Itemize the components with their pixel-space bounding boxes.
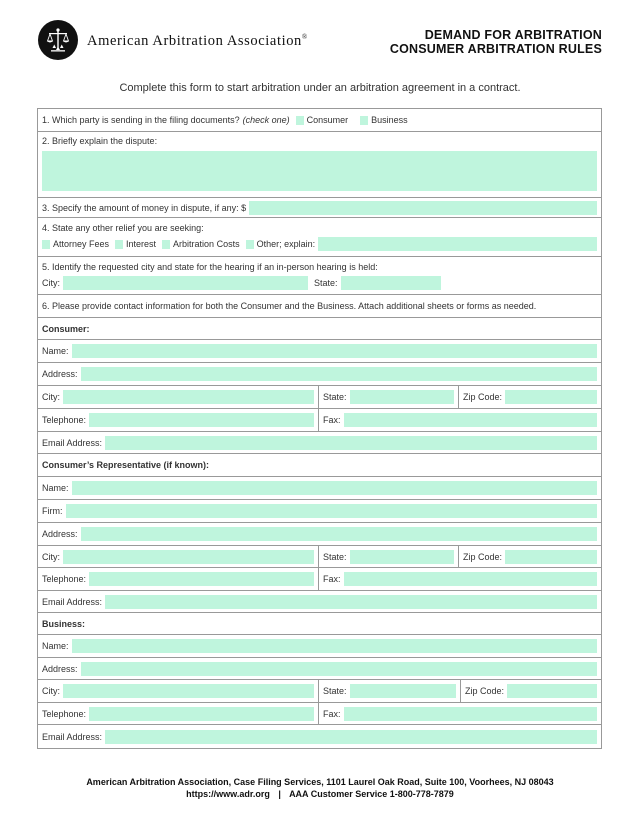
- consumer-state-label: State:: [323, 392, 347, 402]
- representative-zip-label: Zip Code:: [463, 551, 503, 562]
- other-relief-label: Other; explain:: [256, 239, 316, 249]
- hearing-city-field[interactable]: [63, 276, 308, 290]
- question-2-row: [38, 132, 601, 198]
- representative-city-label: City:: [42, 551, 60, 562]
- consumer-address-row: [38, 363, 601, 386]
- interest-label: Interest: [126, 239, 157, 249]
- representative-firm-row: [38, 500, 601, 523]
- business-email-label: Email Address:: [42, 731, 103, 742]
- question-6-row: [38, 295, 601, 318]
- representative-name-field[interactable]: [72, 481, 597, 495]
- consumer-checkbox[interactable]: [296, 116, 304, 125]
- representative-telephone-field[interactable]: [89, 572, 314, 586]
- representative-address-row: [38, 523, 601, 546]
- hearing-state-label: State:: [314, 277, 338, 288]
- representative-city-row: [38, 546, 601, 568]
- business-option-label: Business: [371, 115, 408, 125]
- attorney-fees-checkbox[interactable]: [42, 240, 50, 249]
- business-address-label: Address:: [42, 663, 78, 674]
- business-name-label: Name:: [42, 641, 69, 651]
- consumer-address-field[interactable]: [81, 367, 597, 381]
- consumer-telephone-field[interactable]: [89, 413, 314, 427]
- representative-address-field[interactable]: [81, 527, 597, 541]
- question-5-label: 5. Identify the requested city and state for the hearing if an in-person hearing is held:: [42, 261, 378, 272]
- form-instructions: Complete this form to start arbitration under an arbitration agreement in a contract.: [119, 82, 521, 94]
- consumer-name-label: Name:: [42, 346, 69, 356]
- consumer-email-label: Email Address:: [42, 437, 103, 448]
- dispute-description-field[interactable]: [42, 151, 597, 191]
- representative-email-label: Email Address:: [42, 596, 103, 607]
- representative-name-row: [38, 477, 601, 500]
- consumer-heading-text: Consumer:: [42, 323, 90, 334]
- interest-checkbox[interactable]: [115, 240, 123, 249]
- footer-website-link[interactable]: https://www.adr.org: [186, 789, 270, 799]
- consumer-city-row: [38, 386, 601, 409]
- consumer-city-label: City:: [42, 392, 60, 402]
- business-zip-label: Zip Code:: [465, 686, 505, 696]
- business-email-row: [38, 725, 601, 748]
- representative-state-label: State:: [323, 551, 347, 562]
- business-telephone-label: Telephone:: [42, 708, 87, 719]
- question-1-hint: (check one): [242, 115, 290, 125]
- form-title-line-2: CONSUMER ARBITRATION RULES: [389, 42, 602, 56]
- business-section-heading: [38, 613, 601, 635]
- demand-form: [37, 108, 602, 749]
- question-3-label: 3. Specify the amount of money in dispute, if any: $: [42, 202, 247, 213]
- representative-address-label: Address:: [42, 529, 78, 539]
- consumer-phone-row: [38, 409, 601, 432]
- question-1-label: 1. Which party is sending in the filing documents?: [42, 115, 240, 125]
- consumer-option-label: Consumer: [306, 115, 349, 125]
- business-state-label: State:: [323, 686, 347, 696]
- representative-state-field[interactable]: [350, 550, 454, 564]
- consumer-email-row: [38, 432, 601, 454]
- other-relief-explain-field[interactable]: [318, 237, 597, 251]
- representative-city-field[interactable]: [63, 550, 314, 564]
- business-checkbox[interactable]: [360, 116, 368, 125]
- consumer-email-field[interactable]: [105, 436, 597, 450]
- consumer-name-field[interactable]: [72, 344, 597, 358]
- business-address-field[interactable]: [81, 662, 597, 676]
- business-telephone-field[interactable]: [89, 707, 314, 721]
- business-city-field[interactable]: [63, 684, 314, 698]
- representative-telephone-label: Telephone:: [42, 574, 87, 584]
- page-header: [0, 0, 640, 80]
- page-footer: [0, 776, 640, 800]
- question-2-label: 2. Briefly explain the dispute:: [42, 136, 158, 146]
- other-relief-checkbox[interactable]: [246, 240, 254, 249]
- business-zip-field[interactable]: [507, 684, 597, 698]
- business-heading-text: Business:: [42, 618, 86, 629]
- business-fax-label: Fax:: [323, 708, 341, 719]
- representative-heading-text: Consumer’s Representative (if known):: [42, 460, 210, 470]
- footer-divider: |: [278, 789, 281, 799]
- consumer-state-field[interactable]: [350, 390, 454, 404]
- question-4-row: [38, 218, 601, 257]
- question-1-row: [38, 109, 601, 132]
- business-fax-field[interactable]: [344, 707, 597, 721]
- business-city-label: City:: [42, 686, 60, 696]
- question-4-label: 4. State any other relief you are seeking:: [42, 223, 204, 233]
- question-5-row: [38, 257, 601, 295]
- business-state-field[interactable]: [350, 684, 456, 698]
- consumer-section-heading: [38, 318, 601, 340]
- business-email-field[interactable]: [105, 730, 597, 744]
- consumer-city-field[interactable]: [63, 390, 314, 404]
- representative-phone-row: [38, 568, 601, 591]
- consumer-telephone-label: Telephone:: [42, 415, 87, 425]
- representative-email-row: [38, 591, 601, 613]
- consumer-fax-field[interactable]: [344, 413, 597, 427]
- question-3-row: [38, 198, 601, 218]
- hearing-state-field[interactable]: [341, 276, 441, 290]
- business-name-row: [38, 635, 601, 658]
- consumer-address-label: Address:: [42, 369, 78, 379]
- question-6-label: 6. Please provide contact information for both the Consumer and the Business. Attach additional sheets or forms as needed.: [42, 301, 537, 311]
- representative-email-field[interactable]: [105, 595, 597, 609]
- footer-customer-service: AAA Customer Service 1-800-778-7879: [289, 789, 454, 799]
- business-phone-row: [38, 703, 601, 725]
- consumer-fax-label: Fax:: [323, 415, 341, 425]
- consumer-zip-label: Zip Code:: [463, 392, 503, 402]
- representative-section-heading: [38, 454, 601, 477]
- arbitration-costs-label: Arbitration Costs: [173, 239, 240, 249]
- representative-firm-label: Firm:: [42, 506, 63, 516]
- business-address-row: [38, 658, 601, 680]
- aaa-scales-logo-icon: [38, 20, 78, 60]
- hearing-city-label: City:: [42, 277, 60, 288]
- form-title-line-1: DEMAND FOR ARBITRATION: [424, 28, 602, 42]
- consumer-zip-field[interactable]: [505, 390, 597, 404]
- business-name-field[interactable]: [72, 639, 597, 653]
- amount-in-dispute-field[interactable]: [249, 201, 597, 215]
- consumer-name-row: [38, 340, 601, 363]
- footer-address: American Arbitration Association, Case Filing Services, 1101 Laurel Oak Road, Suite 100, Voorhees, NJ 08043: [86, 777, 554, 787]
- organization-name: American Arbitration Association®: [87, 33, 308, 49]
- form-title: [390, 28, 602, 56]
- representative-zip-field[interactable]: [505, 550, 597, 564]
- arbitration-costs-checkbox[interactable]: [162, 240, 170, 249]
- representative-firm-field[interactable]: [66, 504, 598, 518]
- representative-name-label: Name:: [42, 483, 69, 493]
- representative-fax-label: Fax:: [323, 574, 341, 584]
- business-city-row: [38, 680, 601, 703]
- attorney-fees-label: Attorney Fees: [53, 239, 110, 249]
- representative-fax-field[interactable]: [344, 572, 597, 586]
